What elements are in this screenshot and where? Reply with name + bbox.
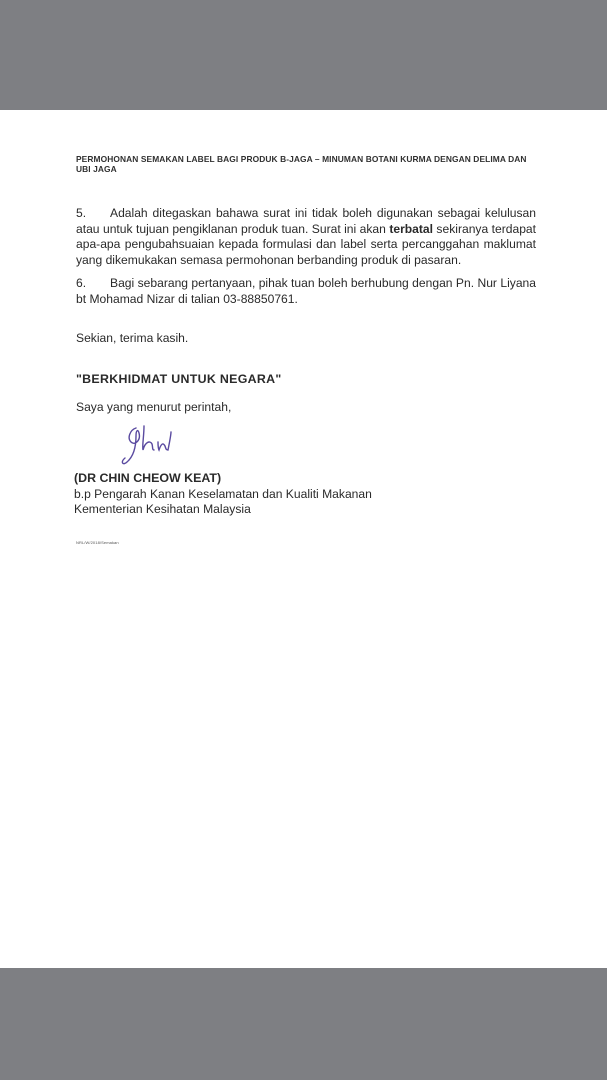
paragraph-5-bold-word: terbatal: [389, 221, 433, 236]
bottom-background: [0, 968, 607, 1080]
paragraph-6-number: 6.: [76, 276, 87, 290]
paragraph-5-number: 5.: [76, 206, 87, 220]
signer-name: (DR CHIN CHEOW KEAT): [74, 471, 222, 485]
paragraph-5-text-before: Adalah ditegaskan bahawa surat ini tidak boleh digunakan sebagai kelulusan atau untuk tujuan pengiklanan produk tuan. Surat ini akan: [76, 206, 536, 236]
top-background: [0, 0, 607, 110]
paragraph-6-text: Bagi sebarang pertanyaan, pihak tuan boleh berhubung dengan Pn. Nur Liyana bt Mohamad Nizar di talian 03-88850761.: [76, 276, 536, 306]
paragraph-5: [76, 206, 536, 268]
order-phrase: Saya yang menurut perintah,: [76, 400, 232, 414]
paragraph-5-text-after: sekiranya terdapat apa-apa pengubahsuaian kepada formulasi dan label serta percanggahan maklumat yang dikemukakan semasa permohonan berbanding produk di pasaran.: [76, 221, 537, 267]
reference-code: NRL/W/2018/Semakan: [76, 540, 119, 545]
closing-line: Sekian, terima kasih.: [76, 331, 189, 345]
letter-subject: PERMOHONAN SEMAKAN LABEL BAGI PRODUK B-JAGA – MINUMAN BOTANI KURMA DENGAN DELIMA DAN UBI JAGA: [76, 154, 527, 174]
signer-organization: Kementerian Kesihatan Malaysia: [74, 502, 251, 516]
signer-role: b.p Pengarah Kanan Keselamatan dan Kualiti Makanan: [74, 487, 372, 501]
motto: "BERKHIDMAT UNTUK NEGARA": [76, 372, 282, 386]
letter-page: [0, 110, 607, 968]
paragraph-6: [76, 276, 536, 307]
signature-image: [114, 420, 184, 470]
